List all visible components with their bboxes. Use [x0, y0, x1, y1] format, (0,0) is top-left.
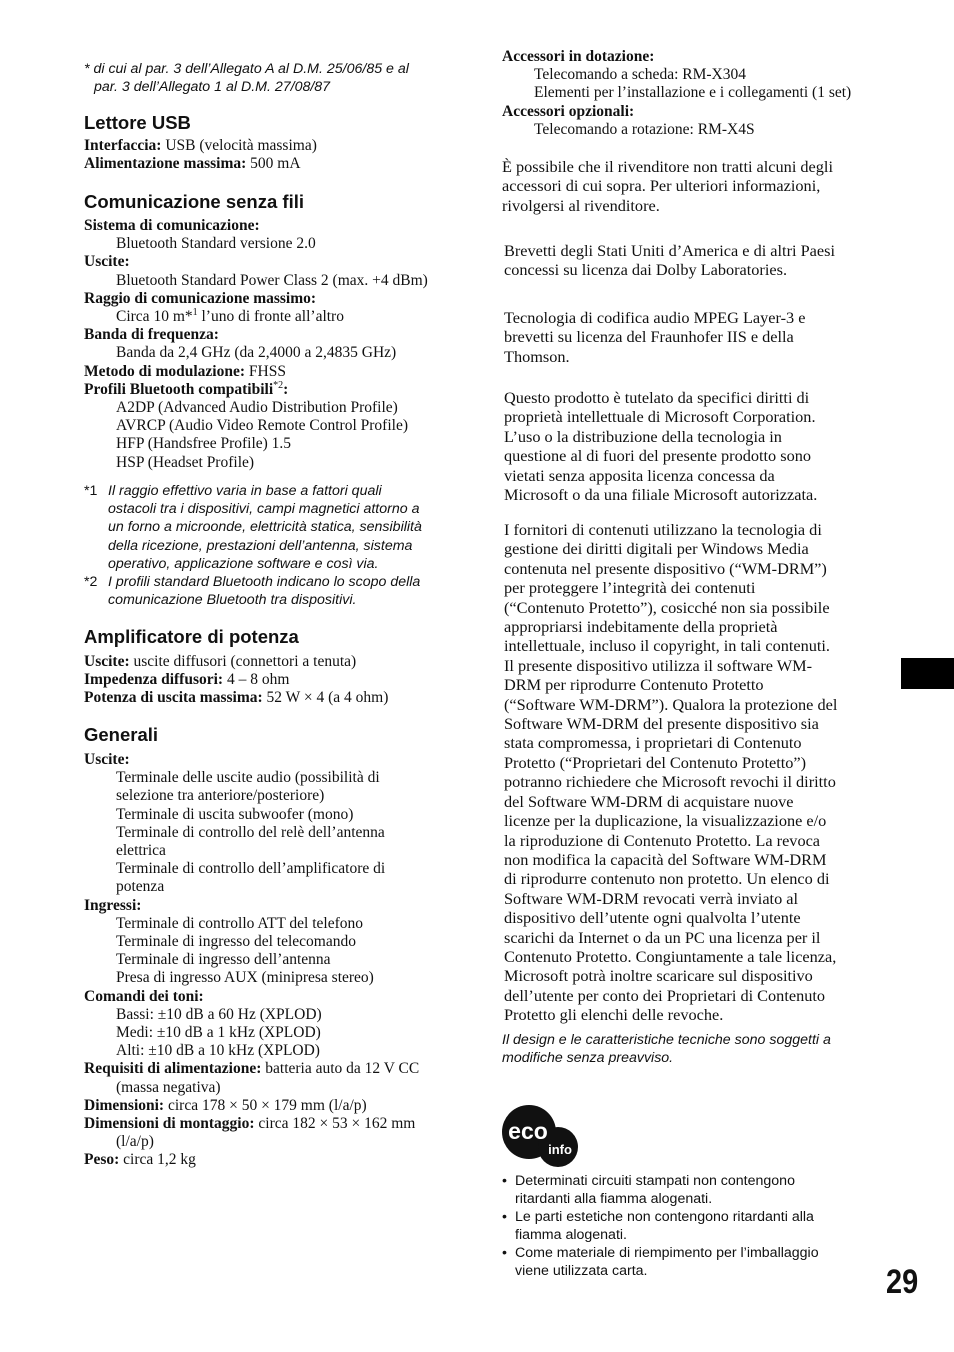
- footnote-2: *2 I profili standard Bluetooth indicano lo scopo della comunicazione Bluetooth tra dispositivi.: [84, 574, 421, 609]
- wireless-specs: Sistema di comunicazione: Bluetooth Standard versione 2.0 Uscite: Bluetooth Standard Power Class 2 (max. +4 dBm) Raggio di comunicazione massimo: Circa 10 m*$^1$ l’uno di fronte all’altro Banda di frequenza: Banda da 2,4 GHz (da 2,4000 a 2,4835 GHz) Metodo di modulazione: FHSS Profili Bluetooth compatibili$^{*2}$: A2DP (Advanced Audio Distribution Profile) AVRCP (Audio Video Remote Control Profile) HFP (Handsfree Profile) 1.5 HSP (Headset Profile): [84, 217, 428, 471]
- allegato-footnote: * di cui al par. 3 dell’Allegato A al D.M. 25/06/85 e al par. 3 dell’Allegato 1 al D.M. 27/08/87: [84, 61, 409, 96]
- list-item: • Come materiale di riempimento per l’imballaggio viene utilizzata carta.: [502, 1244, 892, 1280]
- list-item: • Determinati circuiti stampati non contengono ritardanti alla fiamma alogenati.: [502, 1172, 892, 1208]
- footnote-1: *1 Il raggio effettivo varia in base a fattori quali ostacoli tra i dispositivi, campi magnetici attorno a un forno a microonde, elettricità statica, sensibilità della ricezione, prestazioni dell’antenna, sistema operativo, applicazione software e così via.: [84, 483, 422, 572]
- section-heading-amplifier: Amplificatore di potenza: [84, 626, 299, 647]
- eco-info-icon: [502, 1103, 578, 1167]
- accessories: Accessori in dotazione: Telecomando a scheda: RM-X304 Elementi per l’installazione e i collegamenti (1 set) Accessori opzionali: Telecomando a rotazione: RM-X4S: [502, 48, 852, 138]
- section-heading-wireless: Comunicazione senza fili: [84, 191, 304, 212]
- microsoft-ip-note: Questo prodotto è tutelato da specifici diritti di proprietà intellettuale di Microsoft Corporation. L’uso o la distribuzione della tecnologia in questione al di fuori del presente prodotto sono vietati senza apposita licenza concessa da Microsoft o da una filiale Microsoft autorizzata.: [504, 388, 818, 505]
- general-specs: Uscite: Terminale delle uscite audio (possibilità di selezione tra anteriore/posteriore) Terminale di uscita subwoofer (mono) Terminale di controllo del relè dell’antenna elettrica Terminale di controllo dell’amplificatore di potenza Ingressi: Terminale di controllo ATT del telefono Terminale di ingresso del telecomando Terminale di ingresso dell’antenna Presa di ingresso AUX (minipresa stereo) Comandi dei toni: Bassi: ±10 dB a 60 Hz (XPLOD) Medi: ±10 dB a 1 kHz (XPLOD) Alti: ±10 dB a 10 kHz (XPLOD) Requisiti di alimentazione: batteria auto da 12 V CC (massa negativa) Dimensioni: circa 178 × 50 × 179 mm (l/a/p) Dimensioni di montaggio: circa 182 × 53 × 162 mm (l/a/p) Peso: circa 1,2 kg: [84, 751, 420, 1169]
- mpeg-note: Tecnologia di codifica audio MPEG Layer-3 e brevetti su licenza del Fraunhofer IIS e della Thomson.: [504, 308, 806, 366]
- dolby-note: Brevetti degli Stati Uniti d’America e di altri Paesi concessi su licenza dai Dolby Laboratories.: [504, 241, 835, 280]
- wm-drm-note: I fornitori di contenuti utilizzano la tecnologia di gestione dei diritti digitali per Windows Media contenuta nel presente dispositivo (“WM-DRM”) per proteggere l’integrità dei contenuti (“Contenuto Protetto”), cosicché non sia possibile appropriarsi indebitamente della proprietà intellettuale, incluso il copyright, in tali contenuti. Il presente dispositivo utilizza il software WM- DRM per riprodurre Contenuto Protetto (“Software WM-DRM”). Qualora la protezione del Software WM-DRM del presente dispositivo sia stata compromessa, i proprietari di Contenuto Protetto (“Proprietari del Contenuto Protetto”) potranno richiedere che Microsoft revochi il diritto del Software WM-DRM di acquistare nuove licenze per la duplicazione, la visualizzazione e/o la riproduzione di Contenuto Protetto. La revoca non modifica la capacità del Software WM-DRM di riprodurre contenuto non protetto. Un elenco di Software WM-DRM revocati verrà inviato al dispositivo dell’utente ogni qualvolta l’utente scarichi da Internet o da un PC una licenza per il Contenuto Protetto. Congiuntamente a tale licenza, Microsoft potrà inoltre scaricare sul dispositivo dell’utente per conto dei Proprietari di Contenuto Protetto gli elenchi delle revoche.: [504, 520, 838, 1025]
- svg-text:info: info: [548, 1142, 572, 1157]
- dealer-note: È possibile che il rivenditore non tratti alcuni degli accessori di cui sopra. Per ulteriori informazioni, rivolgersi al rivenditore.: [502, 157, 833, 215]
- svg-text:eco: eco: [508, 1118, 548, 1144]
- page-number: 29: [886, 1263, 919, 1301]
- list-item: • Le parti estetiche non contengono ritardanti alla fiamma alogenati.: [502, 1208, 892, 1244]
- eco-bullet-list: [502, 1172, 892, 1280]
- section-tab-marker: [901, 658, 954, 689]
- amplifier-specs: Uscite: uscite diffusori (connettori a tenuta) Impedenza diffusori: 4 – 8 ohm Potenza di uscita massima: 52 W × 4 (a 4 ohm): [84, 653, 389, 707]
- section-heading-usb: Lettore USB: [84, 112, 191, 133]
- usb-specs: Interfaccia: USB (velocità massima) Alimentazione massima: 500 mA: [84, 137, 317, 173]
- eco-info-logo: [502, 1103, 578, 1167]
- section-heading-general: Generali: [84, 724, 159, 745]
- design-change-note: Il design e le caratteristiche tecniche sono soggetti a modifiche senza preavviso.: [502, 1032, 831, 1067]
